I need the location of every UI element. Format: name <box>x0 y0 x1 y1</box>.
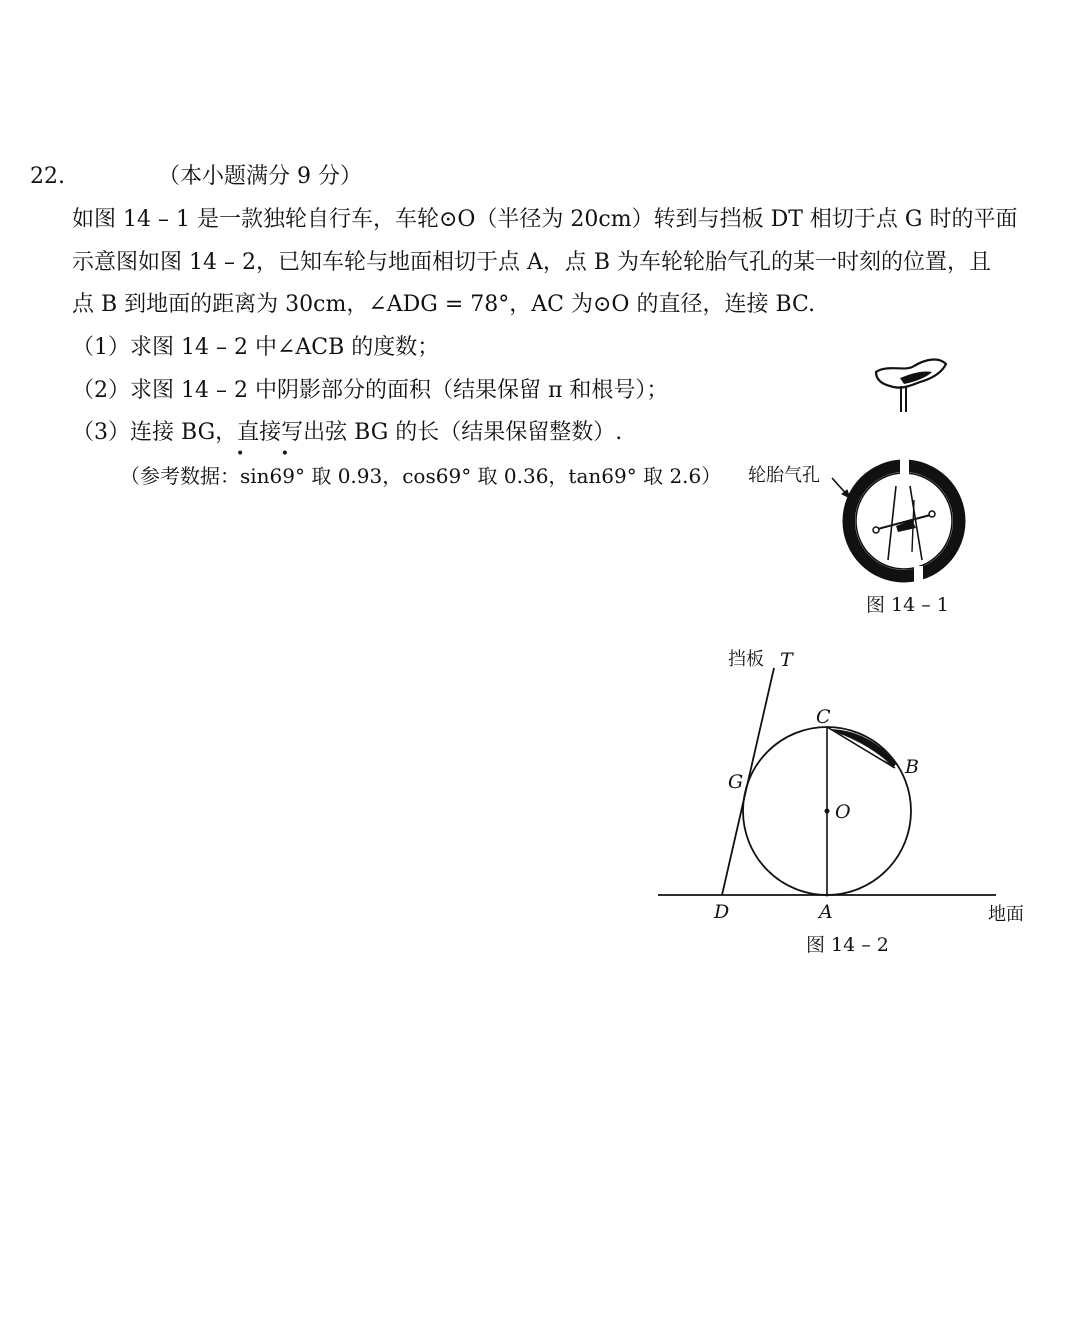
figure-14-1-caption: 图 14 – 1 <box>866 594 949 616</box>
pedal-right <box>929 511 935 517</box>
valve-label: 轮胎气孔 <box>748 465 820 486</box>
fork-left <box>888 486 896 560</box>
point-C-label: C <box>816 706 831 728</box>
figure-14-2-caption: 图 14 – 2 <box>806 934 889 956</box>
emphasis-dots: • • <box>236 446 305 462</box>
tangent-point-A <box>826 894 829 897</box>
reference-data: （参考数据：sin69° 取 0.93，cos69° 取 0.36，tan69° 取 2.6） <box>120 464 722 488</box>
point-T-label: T <box>780 649 793 671</box>
geometry-figure <box>658 649 1024 925</box>
point-A-label: A <box>819 901 833 923</box>
sub-question-2: （2）求图 14 – 2 中阴影部分的面积（结果保留 π 和根号）； <box>72 378 669 403</box>
unicycle-seat <box>876 360 946 388</box>
problem-text-line-2: 示意图如图 14 – 2，已知车轮与地面相切于点 A，点 B 为车轮轮胎气孔的某一时刻的位置，且 <box>72 250 992 275</box>
pedal-left <box>873 527 879 533</box>
score-note: （本小题满分 9 分） <box>158 164 362 189</box>
point-G-label: G <box>728 771 744 793</box>
point-D-label: D <box>714 901 730 923</box>
sub-question-1: （1）求图 14 – 2 中∠ACB 的度数； <box>72 335 440 360</box>
problem-text-line-1: 如图 14 – 1 是一款独轮自行车，车轮⊙O（半径为 20cm）转到与挡板 DT 相切于点 G 时的平面 <box>72 207 1018 232</box>
center-O-dot <box>825 809 830 814</box>
tire-gap <box>900 458 909 474</box>
chord-CB <box>827 727 895 768</box>
ground-label: 地面 <box>988 904 1024 925</box>
point-B-label: B <box>905 756 919 778</box>
baffle-label: 挡板 <box>728 649 764 670</box>
problem-text-line-3: 点 B 到地面的距离为 30cm，∠ADG = 78°，AC 为⊙O 的直径，连接 BC. <box>72 292 816 317</box>
unicycle-figure <box>748 360 964 582</box>
sub-question-3: （3）连接 BG，直接写出弦 BG 的长（结果保留整数）. <box>72 420 623 445</box>
question-number: 22. <box>30 164 65 189</box>
point-O-label: O <box>835 801 851 823</box>
tire-gap-bottom <box>914 566 923 582</box>
